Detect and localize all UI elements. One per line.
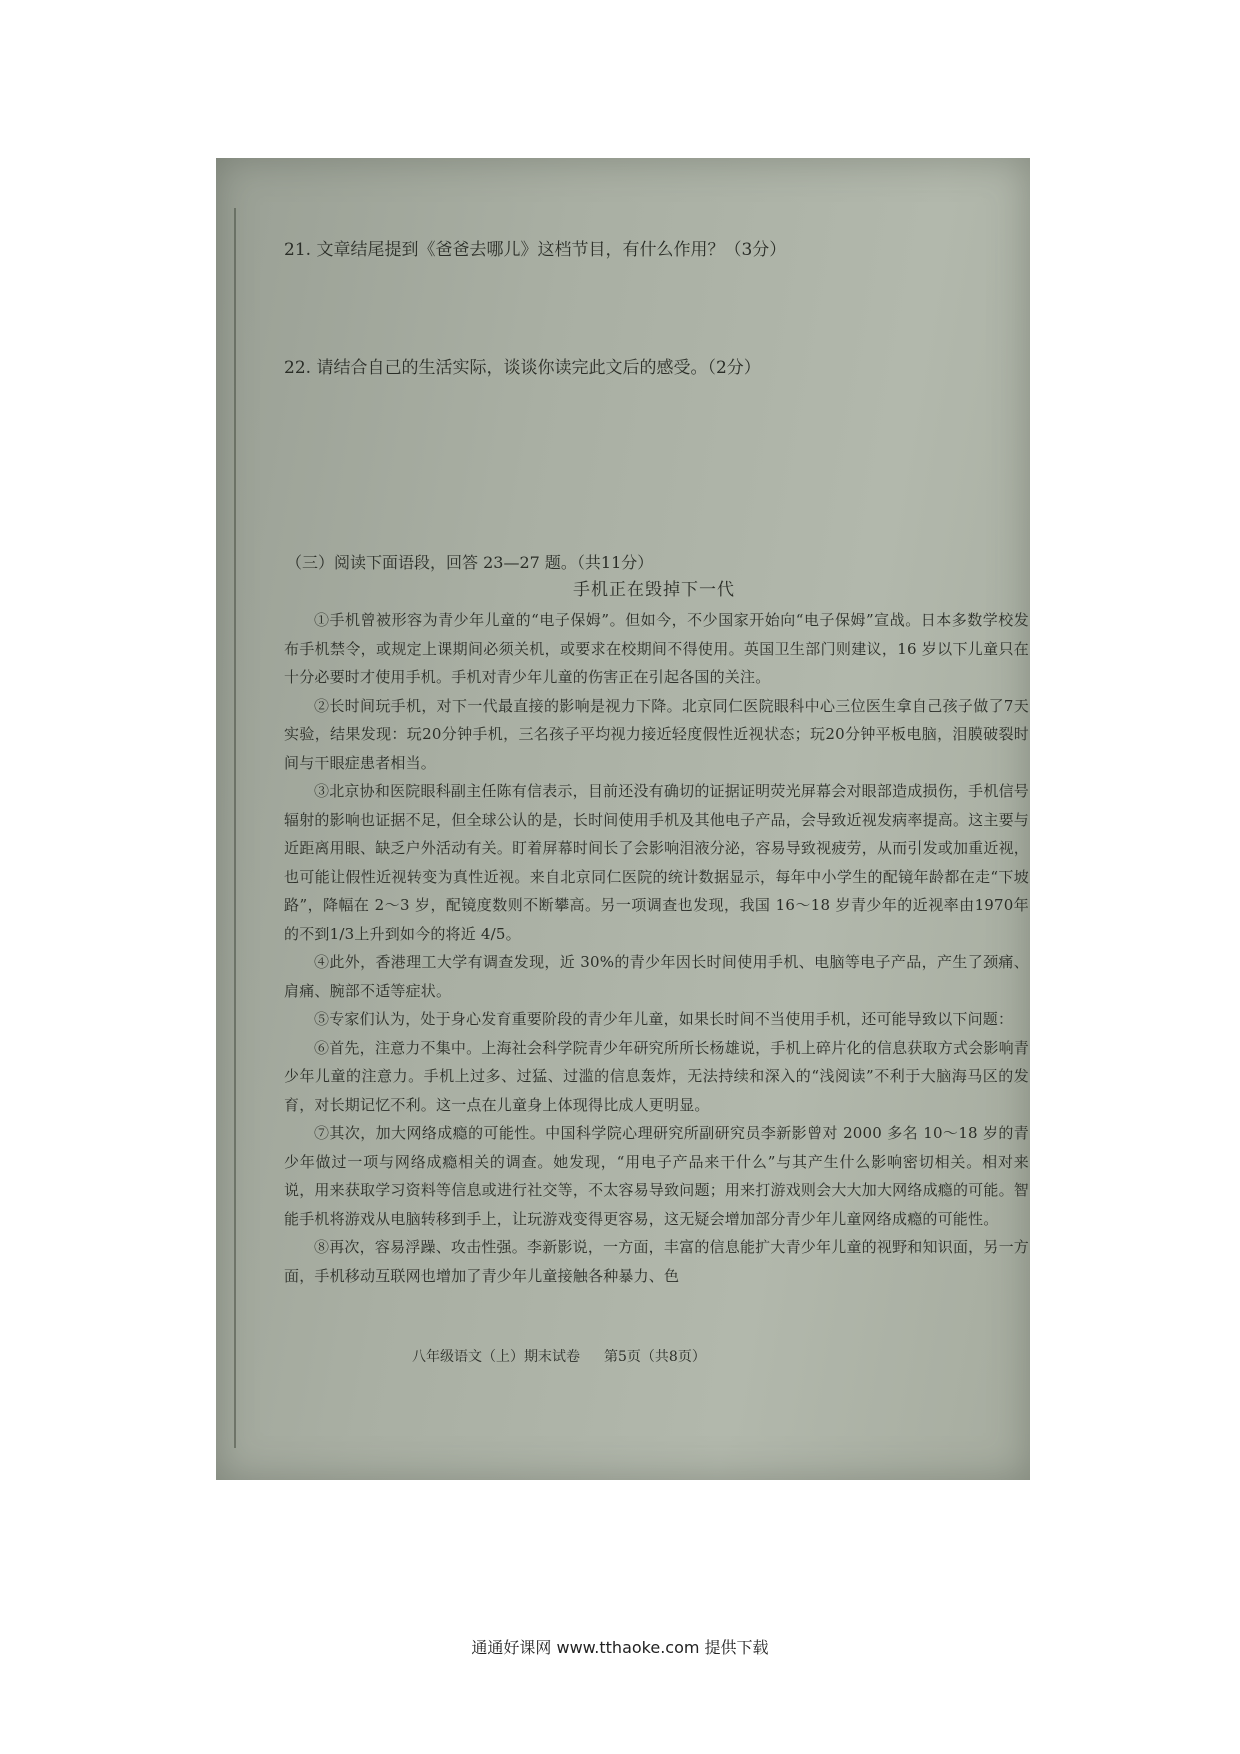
section-heading: （三）阅读下面语段，回答 23—27 题。（共11分） <box>286 553 654 572</box>
paragraph: ①手机曾被形容为青少年儿童的“电子保姆”。但如今，不少国家开始向“电子保姆”宣战。日本多数学校发布手机禁令，或规定上课期间必须关机，或要求在校期间不得使用。英国卫生部门则建议，16 岁以下儿童只在十分必要时才使用手机。手机对青少年儿童的伤害正在引起各国的关注。 <box>284 611 1029 686</box>
paragraph: ⑥首先，注意力不集中。上海社会科学院青少年研究所所长杨雄说，手机上碎片化的信息获取方式会影响青少年儿童的注意力。手机上过多、过猛、过滥的信息轰炸，无法持续和深入的“浅阅读”不利于大脑海马区的发育，对长期记忆不利。这一点在儿童身上体现得比成人更明显。 <box>284 1038 1029 1114</box>
download-source-footer: 通通好课网 www.tthaoke.com 提供下载 <box>471 1638 769 1657</box>
paragraph: ⑤专家们认为，处于身心发育重要阶段的青少年儿童，如果长时间不当使用手机，还可能导致以下问题： <box>314 1010 1014 1028</box>
paragraph: ⑧再次，容易浮躁、攻击性强。李新影说，一方面，丰富的信息能扩大青少年儿童的视野和知识面，另一方面，手机移动互联网也增加了青少年儿童接触各种暴力、色 <box>284 1238 1029 1285</box>
paragraph: ⑦其次，加大网络成瘾的可能性。中国科学院心理研究所副研究员李新影曾对 2000 多名 10～18 岁的青少年做过一项与网络成瘾相关的调查。她发现，“用电子产品来干什么”与其产生什么影响密切相关。相对来说，用来获取学习资料等信息或进行社交等，不太容易导致问题；用来打游戏则会大大加大网络成瘾的可能。智能手机将游戏从电脑转移到手上，让玩游戏变得更容易，这无疑会增加部分青少年儿童网络成瘾的可能性。 <box>284 1124 1029 1228</box>
paragraph: ④此外，香港理工大学有调查发现，近 30%的青少年因长时间使用手机、电脑等电子产品，产生了颈痛、肩痛、腕部不适等症状。 <box>284 953 1029 1000</box>
page-number: 第5页（共8页） <box>604 1349 706 1365</box>
article-title: 手机正在毁掉下一代 <box>573 580 735 600</box>
binding-margin-line <box>234 208 236 1448</box>
question-21: 21. 文章结尾提到《爸爸去哪儿》这档节目，有什么作用？（3分） <box>284 240 787 260</box>
exam-name: 八年级语文（上）期末试卷 <box>412 1349 580 1365</box>
scanned-exam-page <box>216 158 1030 1480</box>
paragraph: ③北京协和医院眼科副主任陈有信表示，目前还没有确切的证据证明荧光屏幕会对眼部造成损伤，手机信号辐射的影响也证据不足，但全球公认的是，长时间使用手机及其他电子产品，会导致近视发病率提高。这主要与近距离用眼、缺乏户外活动有关。盯着屏幕时间长了会影响泪液分泌，容易导致视疲劳，从而引发或加重近视，也可能让假性近视转变为真性近视。来自北京同仁医院的统计数据显示，每年中小学生的配镜年龄都在走“下坡路”，降幅在 2～3 岁，配镜度数则不断攀高。另一项调查也发现，我国 16～18 岁青少年的近视率由1970年的不到1/3上升到如今的将近 4/5。 <box>284 782 1029 943</box>
article-body <box>284 606 1029 1290</box>
question-22: 22. 请结合自己的生活实际，谈谈你读完此文后的感受。（2分） <box>284 358 761 378</box>
paragraph: ②长时间玩手机，对下一代最直接的影响是视力下降。北京同仁医院眼科中心三位医生拿自己孩子做了7天实验，结果发现：玩20分钟手机，三名孩子平均视力接近轻度假性近视状态；玩20分钟平板电脑，泪膜破裂时间与干眼症患者相当。 <box>284 696 1029 772</box>
